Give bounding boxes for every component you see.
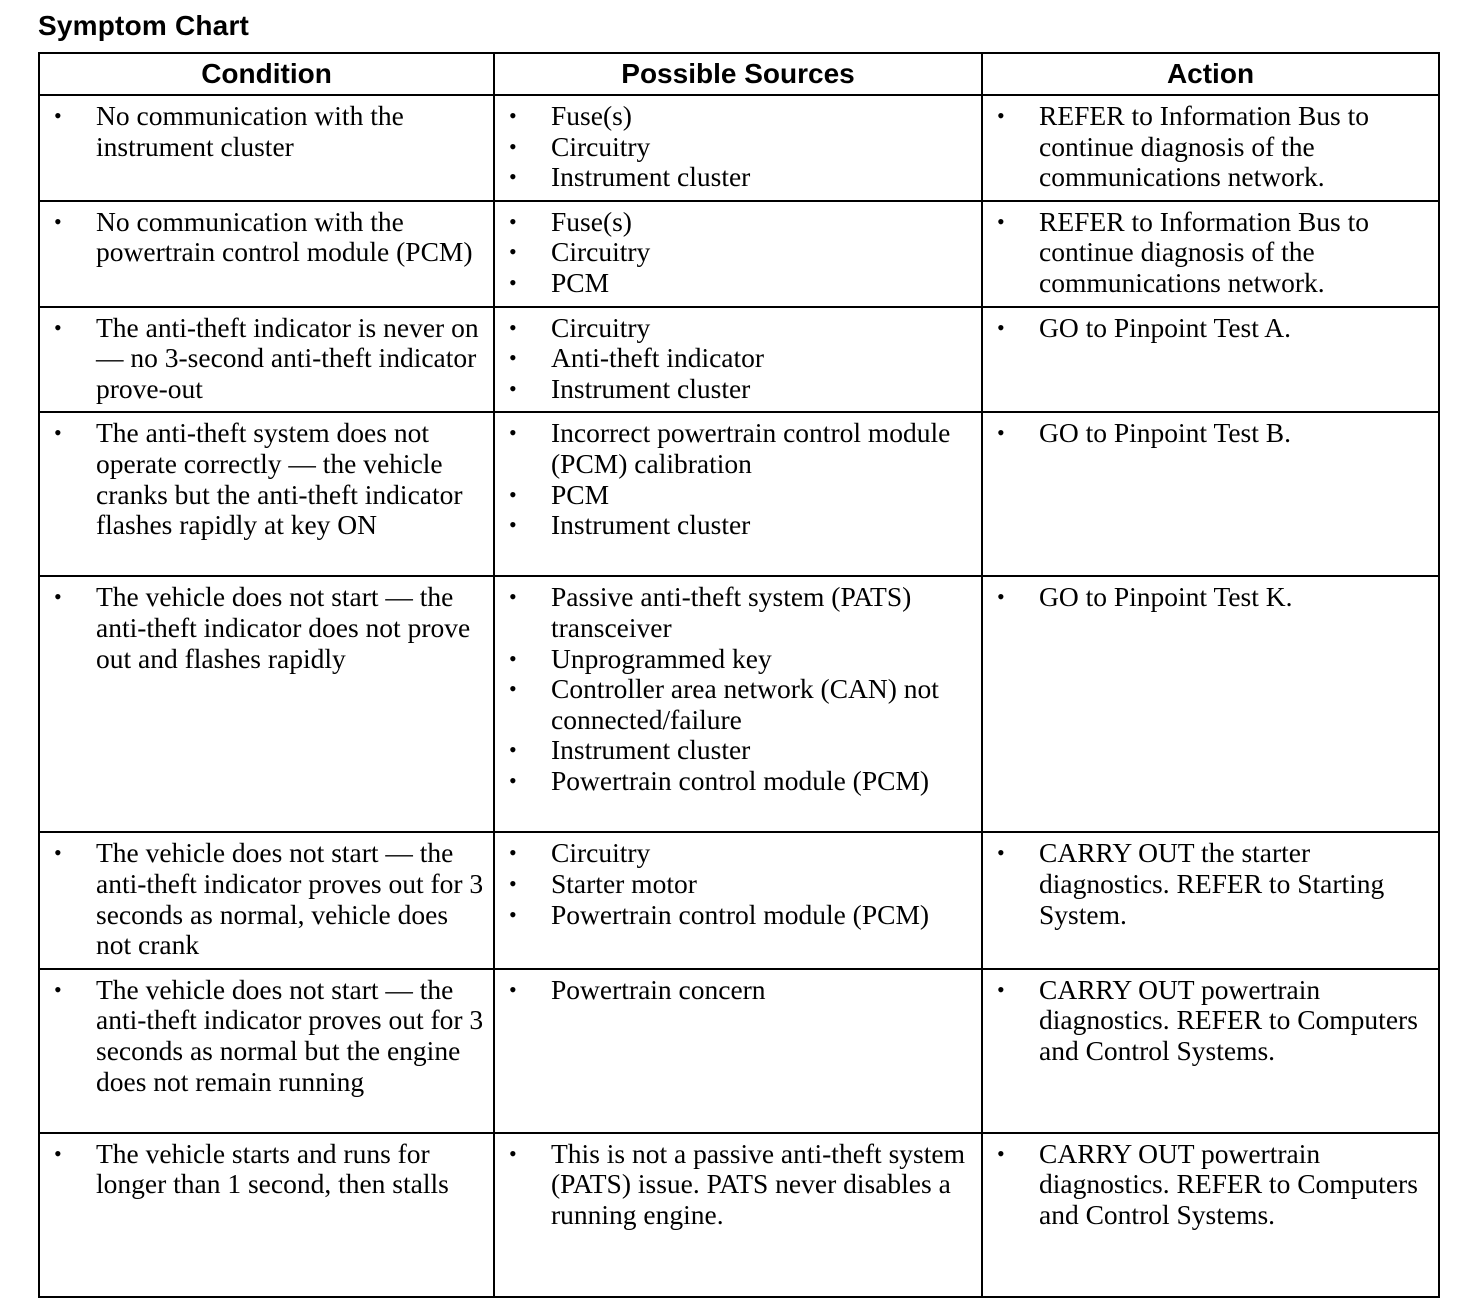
action-bullet-item: • REFER to Information Bus to continue diagnosis of the communications network. [983,207,1430,299]
page-title: Symptom Chart [38,10,250,41]
condition-cell [39,412,494,576]
possible-sources-bullet-item: • Instrument cluster [495,162,973,193]
action-cell [982,969,1439,1133]
condition-list [40,1134,493,1207]
possible-sources-cell [494,95,982,201]
possible-sources-list [495,308,981,412]
possible-sources-bullet-item: • Powertrain concern [495,975,973,1006]
possible-sources-list [495,202,981,306]
condition-cell [39,307,494,413]
action-list [983,308,1438,351]
possible-sources-cell [494,1133,982,1297]
table-body [39,95,1439,1297]
possible-sources-bullet-item: • PCM [495,480,973,511]
possible-sources-bullet-item: • Fuse(s) [495,101,973,132]
action-cell [982,201,1439,307]
header-row [39,53,1439,95]
possible-sources-bullet-item: • Circuitry [495,132,973,163]
condition-bullet-item: • The anti-theft indicator is never on — no 3-second anti-theft indicator prove-out [40,313,485,405]
condition-list [40,96,493,169]
possible-sources-cell [494,201,982,307]
possible-sources-bullet-item: • Anti-theft indicator [495,343,973,374]
condition-cell [39,95,494,201]
possible-sources-bullet-item: • Controller area network (CAN) not connected/failure [495,674,973,735]
action-cell [982,576,1439,832]
table-row [39,832,1439,968]
condition-bullet-item: • The vehicle does not start — the anti-theft indicator proves out for 3 seconds as normal, vehicle does not crank [40,838,485,960]
condition-cell [39,969,494,1133]
table-row [39,307,1439,413]
condition-cell [39,576,494,832]
action-bullet-item: • CARRY OUT powertrain diagnostics. REFER to Computers and Control Systems. [983,975,1430,1067]
possible-sources-list [495,577,981,803]
possible-sources-list [495,970,981,1013]
possible-sources-bullet-item: • Unprogrammed key [495,644,973,675]
condition-list [40,308,493,412]
possible-sources-cell [494,412,982,576]
table-row [39,412,1439,576]
possible-sources-cell [494,576,982,832]
possible-sources-list [495,1134,981,1238]
action-bullet-item: • GO to Pinpoint Test B. [983,418,1430,449]
possible-sources-list [495,96,981,200]
possible-sources-bullet-item: • Powertrain control module (PCM) [495,900,973,931]
action-bullet-item: • GO to Pinpoint Test K. [983,582,1430,613]
action-cell [982,412,1439,576]
action-cell [982,307,1439,413]
possible-sources-list [495,833,981,937]
condition-bullet-item: • The vehicle does not start — the anti-theft indicator proves out for 3 seconds as normal but the engine does not remain running [40,975,485,1097]
condition-cell [39,201,494,307]
column-header-possible-sources: Possible Sources [494,53,982,95]
action-list [983,833,1438,937]
action-cell [982,1133,1439,1297]
condition-list [40,833,493,967]
table-row [39,576,1439,832]
condition-bullet-item: • The anti-theft system does not operate correctly — the vehicle cranks but the anti-theft indicator flashes rapidly at key ON [40,418,485,540]
action-cell [982,832,1439,968]
possible-sources-bullet-item: • Circuitry [495,838,973,869]
action-bullet-item: • GO to Pinpoint Test A. [983,313,1430,344]
possible-sources-cell [494,307,982,413]
condition-list [40,577,493,681]
possible-sources-bullet-item: • Circuitry [495,313,973,344]
action-list [983,202,1438,306]
condition-bullet-item: • No communication with the instrument cluster [40,101,485,162]
possible-sources-bullet-item: • Incorrect powertrain control module (PCM) calibration [495,418,973,479]
table-row [39,95,1439,201]
action-list [983,970,1438,1074]
possible-sources-bullet-item: • Instrument cluster [495,510,973,541]
action-bullet-item: • CARRY OUT powertrain diagnostics. REFER to Computers and Control Systems. [983,1139,1430,1231]
possible-sources-bullet-item: • Powertrain control module (PCM) [495,766,973,797]
condition-cell [39,832,494,968]
condition-list [40,970,493,1104]
action-bullet-item: • CARRY OUT the starter diagnostics. REFER to Starting System. [983,838,1430,930]
condition-bullet-item: • The vehicle does not start — the anti-theft indicator does not prove out and flashes rapidly [40,582,485,674]
condition-bullet-item: • The vehicle starts and runs for longer than 1 second, then stalls [40,1139,485,1200]
action-list [983,96,1438,200]
table-header [39,53,1439,95]
possible-sources-bullet-item: • Passive anti-theft system (PATS) transceiver [495,582,973,643]
possible-sources-bullet-item: • Instrument cluster [495,735,973,766]
condition-cell [39,1133,494,1297]
table-row [39,969,1439,1133]
possible-sources-bullet-item: • Fuse(s) [495,207,973,238]
action-list [983,1134,1438,1238]
condition-bullet-item: • No communication with the powertrain control module (PCM) [40,207,485,268]
condition-list [40,202,493,275]
possible-sources-list [495,413,981,547]
condition-list [40,413,493,547]
possible-sources-bullet-item: • Instrument cluster [495,374,973,405]
column-header-action: Action [982,53,1439,95]
possible-sources-cell [494,969,982,1133]
possible-sources-bullet-item: • Circuitry [495,237,973,268]
possible-sources-bullet-item: • This is not a passive anti-theft system (PATS) issue. PATS never disables a running engine. [495,1139,973,1231]
table-row [39,201,1439,307]
table-row [39,1133,1439,1297]
action-bullet-item: • REFER to Information Bus to continue diagnosis of the communications network. [983,101,1430,193]
symptom-chart-table [38,52,1440,1298]
column-header-condition: Condition [39,53,494,95]
possible-sources-bullet-item: • Starter motor [495,869,973,900]
action-cell [982,95,1439,201]
action-list [983,413,1438,456]
possible-sources-cell [494,832,982,968]
action-list [983,577,1438,620]
possible-sources-bullet-item: • PCM [495,268,973,299]
